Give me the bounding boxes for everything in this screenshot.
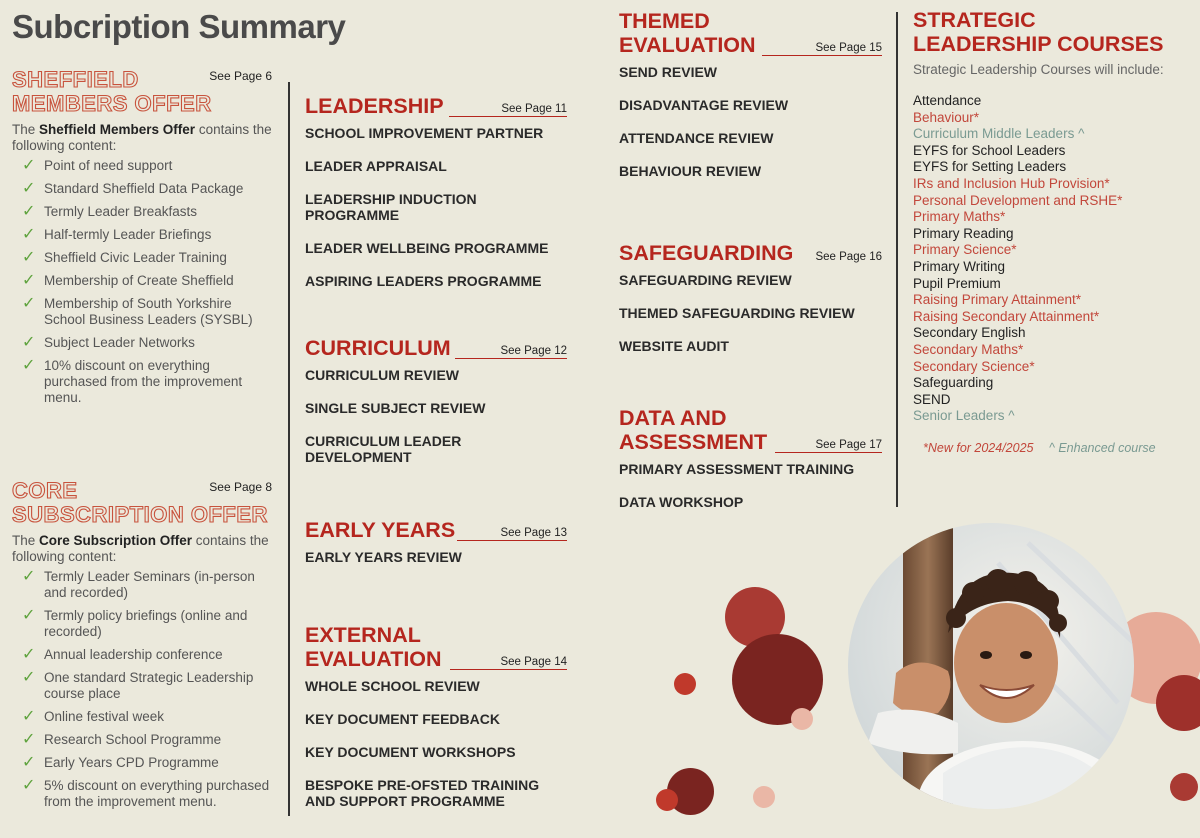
column-divider-2 [896,12,898,507]
leadership-see-page-link[interactable]: See Page 11 [449,103,567,117]
list-item [12,181,274,197]
leadership-header [305,94,567,118]
early-years-items [305,549,567,565]
service-item[interactable]: PRIMARY ASSESSMENT TRAINING [619,461,855,477]
service-item[interactable]: LEADERSHIP INDUCTION PROGRAMME [305,191,477,223]
decor-circle [1170,773,1198,801]
list-item-text: Sheffield Civic Leader Training [44,250,227,265]
check-icon: ✓ [22,708,36,725]
list-item [12,158,274,174]
service-item[interactable]: ASPIRING LEADERS PROGRAMME [305,273,542,289]
service-item[interactable]: BESPOKE PRE-OFSTED TRAINING AND SUPPORT PROGRAMME [305,777,540,809]
themed-title-line1: THEMED [619,9,710,33]
sheffield-members-offer [12,68,274,413]
core-title-line2: SUBSCRIPTION OFFER [12,502,268,527]
core-subscription-offer [12,479,274,817]
themed-see-page-link[interactable]: See Page 15 [762,42,882,56]
list-item-text: Half-termly Leader Briefings [44,227,212,242]
course-item[interactable]: EYFS for School Leaders [913,142,1066,158]
course-item[interactable]: Pupil Premium [913,275,1001,291]
themed-evaluation-items [619,64,882,179]
decor-circle [656,789,678,811]
list-item [12,778,274,810]
strategic-leadership-section [913,8,1173,455]
curriculum-section [305,336,567,482]
external-evaluation-header [305,623,567,671]
core-offer-header [12,479,274,529]
strategic-title-line2: LEADERSHIP COURSES [913,32,1164,56]
leadership-title: LEADERSHIP [305,94,444,118]
sheffield-offer-list [12,158,274,406]
strategic-course-list [913,93,1173,425]
page-title: Subcription Summary [12,8,346,45]
course-item[interactable]: Personal Development and RSHE* [913,192,1123,208]
core-offer-list [12,569,274,810]
course-item[interactable]: Primary Maths* [913,209,1006,225]
course-item[interactable]: Attendance [913,93,982,108]
safeguarding-section [619,241,882,371]
course-item[interactable]: Behaviour* [913,109,980,125]
check-icon: ✓ [22,669,36,686]
course-item[interactable]: Raising Primary Attainment* [913,292,1082,308]
list-item-text: Subject Leader Networks [44,335,195,350]
legend-enhanced: ^ Enhanced course [1048,440,1156,455]
sheffield-see-page-link[interactable]: See Page 6 [209,69,272,83]
curriculum-items [305,367,567,465]
list-item-text: Termly policy briefings (online and recorded) [44,608,248,639]
leadership-items [305,125,567,289]
data-assessment-items [619,461,882,510]
early-years-see-page-link[interactable]: See Page 13 [457,527,567,541]
course-legend [913,441,1173,455]
data-title-line2: ASSESSMENT [619,430,768,454]
service-item[interactable]: DATA WORKSHOP [619,494,744,510]
core-title-line1: CORE [12,478,78,503]
external-evaluation-items [305,678,567,809]
external-see-page-link[interactable]: See Page 14 [450,656,567,670]
course-item[interactable]: EYFS for Setting Leaders [913,159,1067,175]
curriculum-header [305,336,567,360]
list-item [12,608,274,640]
early-years-header [305,518,567,542]
external-evaluation-section [305,623,567,826]
service-item[interactable]: EARLY YEARS REVIEW [305,549,462,565]
curriculum-title: CURRICULUM [305,336,451,360]
check-icon: ✓ [22,568,36,585]
list-item-text: Point of need support [44,158,173,173]
check-icon: ✓ [22,357,36,374]
early-years-section [305,518,567,582]
strategic-title-line1: STRATEGIC [913,8,1036,32]
safeguarding-title: SAFEGUARDING [619,241,794,265]
course-item[interactable]: Secondary English [913,325,1026,341]
service-item[interactable]: KEY DOCUMENT FEEDBACK [305,711,500,727]
sheffield-offer-intro: The Sheffield Members Offer contains the following content: [12,122,272,153]
list-item [12,250,274,266]
service-item[interactable]: DISADVANTAGE REVIEW [619,97,789,113]
list-item [12,227,274,243]
data-see-page-link[interactable]: See Page 17 [775,439,882,453]
course-item[interactable]: Safeguarding [913,375,994,391]
list-item-text: Membership of South Yorkshire School Business Leaders (SYSBL) [44,296,253,327]
course-item[interactable]: Secondary Maths* [913,341,1024,357]
list-item [12,296,274,328]
safeguarding-header [619,241,882,265]
check-icon: ✓ [22,180,36,197]
core-see-page-link[interactable]: See Page 8 [209,480,272,494]
decor-circle [753,786,775,808]
service-item[interactable]: SEND REVIEW [619,64,718,80]
course-item[interactable]: Primary Science* [913,242,1017,258]
check-icon: ✓ [22,295,36,312]
external-title-line1: EXTERNAL [305,623,421,647]
check-icon: ✓ [22,607,36,624]
check-icon: ✓ [22,334,36,351]
data-assessment-section [619,406,882,527]
service-item[interactable]: SCHOOL IMPROVEMENT PARTNER [305,125,544,141]
data-title-line1: DATA AND [619,406,727,430]
service-item[interactable]: SINGLE SUBJECT REVIEW [305,400,486,416]
list-item-text: One standard Strategic Leadership course place [44,670,254,701]
list-item [12,709,274,725]
list-item [12,732,274,748]
check-icon: ✓ [22,157,36,174]
themed-title-line2: EVALUATION [619,33,756,57]
check-icon: ✓ [22,754,36,771]
list-item-text: Termly Leader Seminars (in-person and recorded) [44,569,255,600]
course-item[interactable]: Primary Writing [913,258,1006,274]
sheffield-title-line1: SHEFFIELD [12,67,139,92]
themed-evaluation-section [619,9,882,196]
list-item [12,647,274,663]
service-item[interactable]: WEBSITE AUDIT [619,338,729,354]
service-item[interactable]: CURRICULUM LEADER DEVELOPMENT [305,433,462,465]
strategic-intro: Strategic Leadership Courses will include: [913,62,1164,77]
check-icon: ✓ [22,777,36,794]
decor-circle [791,708,813,730]
list-item-text: Research School Programme [44,732,222,747]
child-photo-illustration [848,523,1134,809]
check-icon: ✓ [22,226,36,243]
list-item [12,569,274,601]
service-item[interactable]: LEADER APPRAISAL [305,158,447,174]
list-item-text: Annual leadership conference [44,647,223,662]
course-item[interactable]: IRs and Inclusion Hub Provision* [913,175,1110,191]
sheffield-title-line2: MEMBERS OFFER [12,91,212,116]
list-item-text: 5% discount on everything purchased from the improvement menu. [44,778,270,809]
decor-circle [1156,675,1200,731]
course-item[interactable]: Primary Reading [913,225,1014,241]
legend-new: *New for 2024/2025 [923,440,1034,455]
course-item[interactable]: Senior Leaders ^ [913,408,1015,424]
safeguarding-items [619,272,882,354]
list-item-text: Standard Sheffield Data Package [44,181,244,196]
course-item[interactable]: SEND [913,391,951,407]
early-years-title: EARLY YEARS [305,518,456,542]
list-item-text: Online festival week [44,709,165,724]
themed-evaluation-header [619,9,882,57]
check-icon: ✓ [22,203,36,220]
data-assessment-header [619,406,882,454]
list-item [12,273,274,289]
list-item-text: Early Years CPD Programme [44,755,219,770]
list-item [12,358,274,406]
list-item [12,204,274,220]
curriculum-see-page-link[interactable]: See Page 12 [455,345,567,359]
list-item-text: 10% discount on everything purchased from the improvement menu. [44,358,243,405]
external-title-line2: EVALUATION [305,647,442,671]
list-item [12,335,274,351]
leadership-section [305,94,567,306]
list-item [12,670,274,702]
check-icon: ✓ [22,646,36,663]
check-icon: ✓ [22,249,36,266]
child-photo [848,523,1134,809]
sheffield-offer-header [12,68,274,118]
service-item[interactable]: BEHAVIOUR REVIEW [619,163,762,179]
check-icon: ✓ [22,731,36,748]
core-offer-intro: The Core Subscription Offer contains the following content: [12,533,269,564]
safeguarding-see-page-link[interactable]: See Page 16 [815,251,882,263]
strategic-leadership-title [913,8,1173,56]
course-item[interactable]: Secondary Science* [913,358,1035,374]
service-item[interactable]: WHOLE SCHOOL REVIEW [305,678,480,694]
service-item[interactable]: KEY DOCUMENT WORKSHOPS [305,744,516,760]
decor-circle [674,673,696,695]
list-item-text: Membership of Create Sheffield [44,273,234,288]
service-item[interactable]: LEADER WELLBEING PROGRAMME [305,240,549,256]
service-item[interactable]: SAFEGUARDING REVIEW [619,272,792,288]
list-item-text: Termly Leader Breakfasts [44,204,198,219]
course-item[interactable]: Raising Secondary Attainment* [913,308,1100,324]
service-item[interactable]: THEMED SAFEGUARDING REVIEW [619,305,855,321]
column-divider-1 [288,82,290,816]
course-item[interactable]: Curriculum Middle Leaders ^ [913,126,1085,142]
list-item [12,755,274,771]
service-item[interactable]: ATTENDANCE REVIEW [619,130,774,146]
check-icon: ✓ [22,272,36,289]
service-item[interactable]: CURRICULUM REVIEW [305,367,459,383]
